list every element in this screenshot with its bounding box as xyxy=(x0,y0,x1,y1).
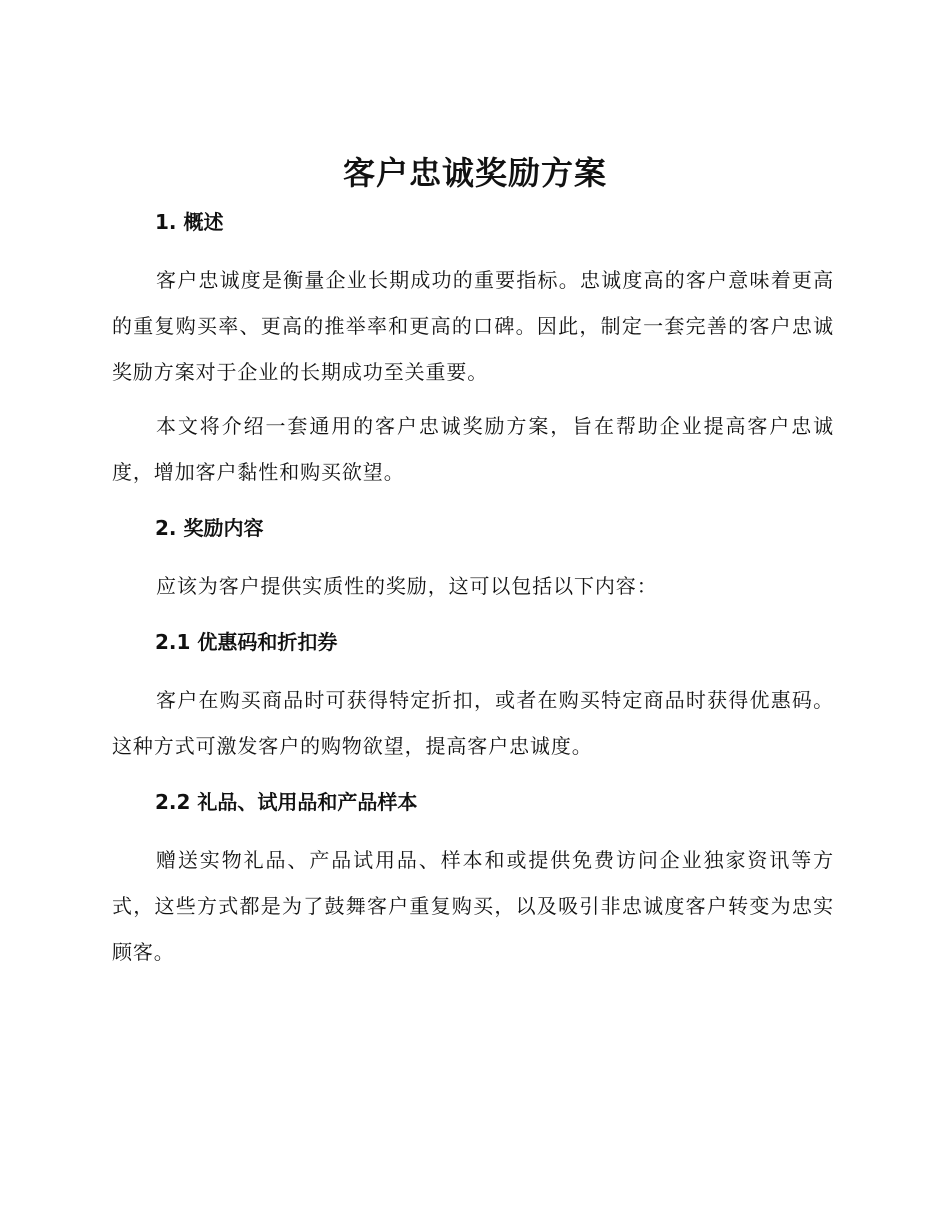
document-title: 客户忠诚奖励方案 xyxy=(342,154,607,192)
section-heading-reward-content: 2. 奖励内容 xyxy=(155,516,264,540)
paragraph-overview-1: 客户忠诚度是衡量企业长期成功的重要指标。忠诚度高的客户意味着更高的重复购买率、更高的推举率和更高的口碑。因此，制定一套完善的客户忠诚奖励方案对于企业的长期成功至关重要。 xyxy=(112,268,834,384)
paragraph-reward-content: 应该为客户提供实质性的奖励，这可以包括以下内容： xyxy=(156,574,658,598)
section-heading-overview: 1. 概述 xyxy=(155,210,224,234)
section-heading-gifts: 2.2 礼品、试用品和产品样本 xyxy=(155,790,418,814)
paragraph-coupons: 客户在购买商品时可获得特定折扣，或者在购买特定商品时获得优惠码。这种方式可激发客户的购物欲望，提高客户忠诚度。 xyxy=(112,688,834,758)
paragraph-overview-2: 本文将介绍一套通用的客户忠诚奖励方案，旨在帮助企业提高客户忠诚度，增加客户黏性和购买欲望。 xyxy=(112,414,834,484)
section-heading-coupons: 2.1 优惠码和折扣券 xyxy=(155,630,338,654)
paragraph-gifts: 赠送实物礼品、产品试用品、样本和或提供免费访问企业独家资讯等方式，这些方式都是为了鼓舞客户重复购买，以及吸引非忠诚度客户转变为忠实顾客。 xyxy=(112,848,834,964)
